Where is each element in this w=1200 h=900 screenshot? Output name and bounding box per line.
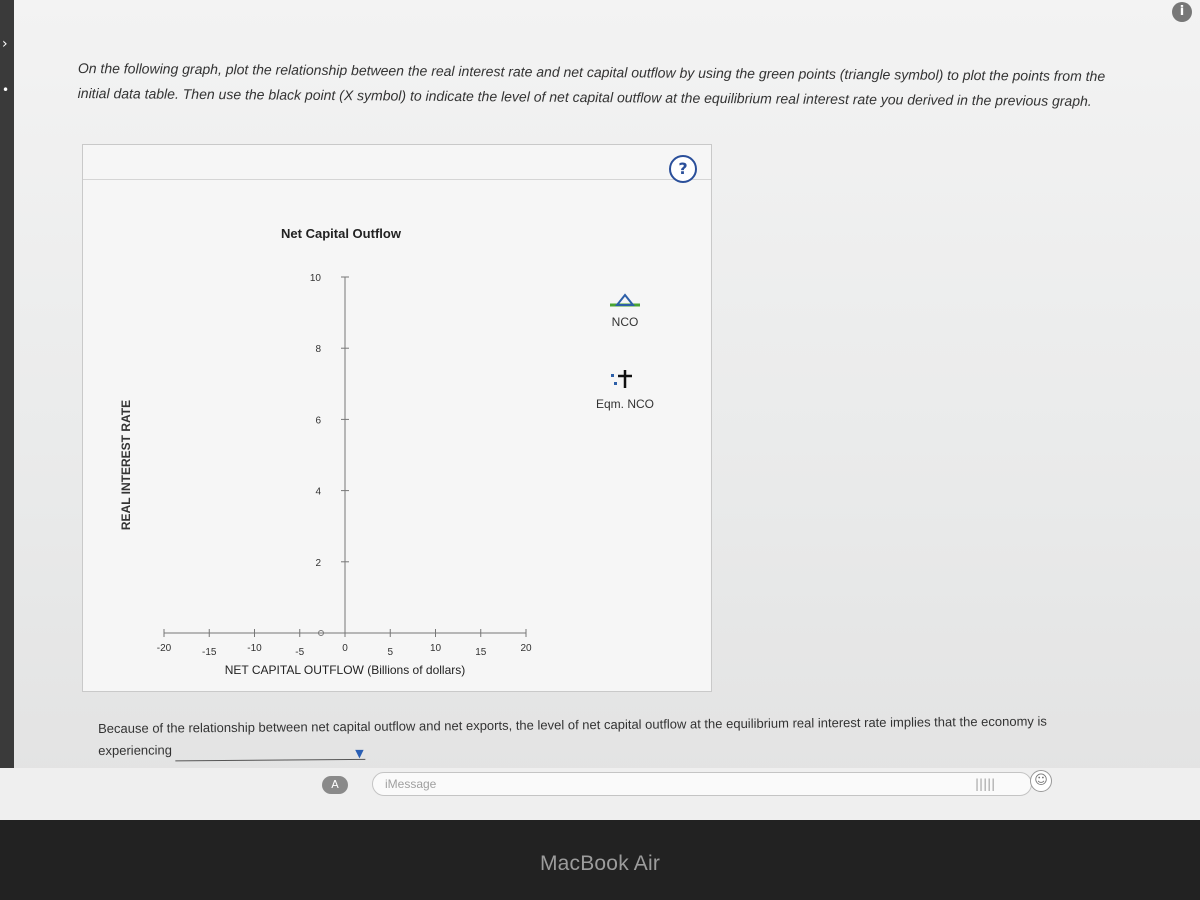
x-tick-label: 20 xyxy=(520,643,532,654)
imessage-input[interactable]: iMessage xyxy=(372,772,1032,796)
y-tick-label: 8 xyxy=(315,344,321,356)
audio-waveform-icon[interactable]: ||||| xyxy=(975,777,996,791)
question-circle-icon[interactable]: ? xyxy=(669,155,697,183)
x-tick-label: -5 xyxy=(295,647,305,658)
experiencing-dropdown[interactable] xyxy=(176,743,366,761)
x-tick-label: 15 xyxy=(475,647,487,658)
x-tick-label: 10 xyxy=(429,643,442,654)
legend-item-nco[interactable] xyxy=(590,288,660,329)
app-store-icon[interactable]: A xyxy=(322,776,348,794)
triangle-icon[interactable] xyxy=(590,288,660,310)
emoji-icon[interactable]: ☺ xyxy=(1030,770,1052,792)
question-2-text: Because of the relationship between net capital outflow and net exports, the level of net capital outflow at the equilibrium real interest rate implies that the economy is experiencing xyxy=(98,713,1047,758)
device-brand: MacBook Air xyxy=(539,852,661,875)
x-tick-label: -15 xyxy=(202,647,217,658)
y-tick-label: 2 xyxy=(315,557,321,569)
x-tick-label: 0 xyxy=(342,643,348,654)
legend-label-eqm-nco: Eqm. NCO xyxy=(595,397,654,411)
chart-title: Net Capital Outflow xyxy=(281,226,401,241)
y-tick-label: 4 xyxy=(315,486,321,498)
question-prompt: On the following graph, plot the relationship between the real interest rate and net capital outflow by using the green points (triangle symbol) to plot the points from the initial data table. Then use the black point (X symbol) to indicate the level of net capital outflow at the equilibrium real interest rate you derived in the previous graph. xyxy=(77,59,1106,109)
x-tick-label: -10 xyxy=(247,643,262,654)
x-axis-label: NET CAPITAL OUTFLOW (Billions of dollars) xyxy=(224,663,466,677)
sidebar-dot-icon: • xyxy=(2,83,10,97)
question-2 xyxy=(98,710,1088,762)
dropdown-caret-icon[interactable]: ▼ xyxy=(355,746,364,760)
chevron-right-icon[interactable]: › xyxy=(2,36,8,52)
info-icon[interactable]: i xyxy=(1172,2,1192,22)
x-tick-label: 5 xyxy=(387,647,394,658)
legend-label-nco: NCO xyxy=(611,315,639,329)
x-cross-icon[interactable] xyxy=(590,366,660,392)
y-tick-label: 10 xyxy=(309,273,321,284)
legend-item-eqm-nco[interactable] xyxy=(590,366,660,411)
y-tick-label: 6 xyxy=(315,415,321,427)
x-tick-label: -20 xyxy=(156,643,172,654)
imessage-bar xyxy=(0,768,1200,820)
y-axis-label: REAL INTEREST RATE xyxy=(119,399,133,531)
